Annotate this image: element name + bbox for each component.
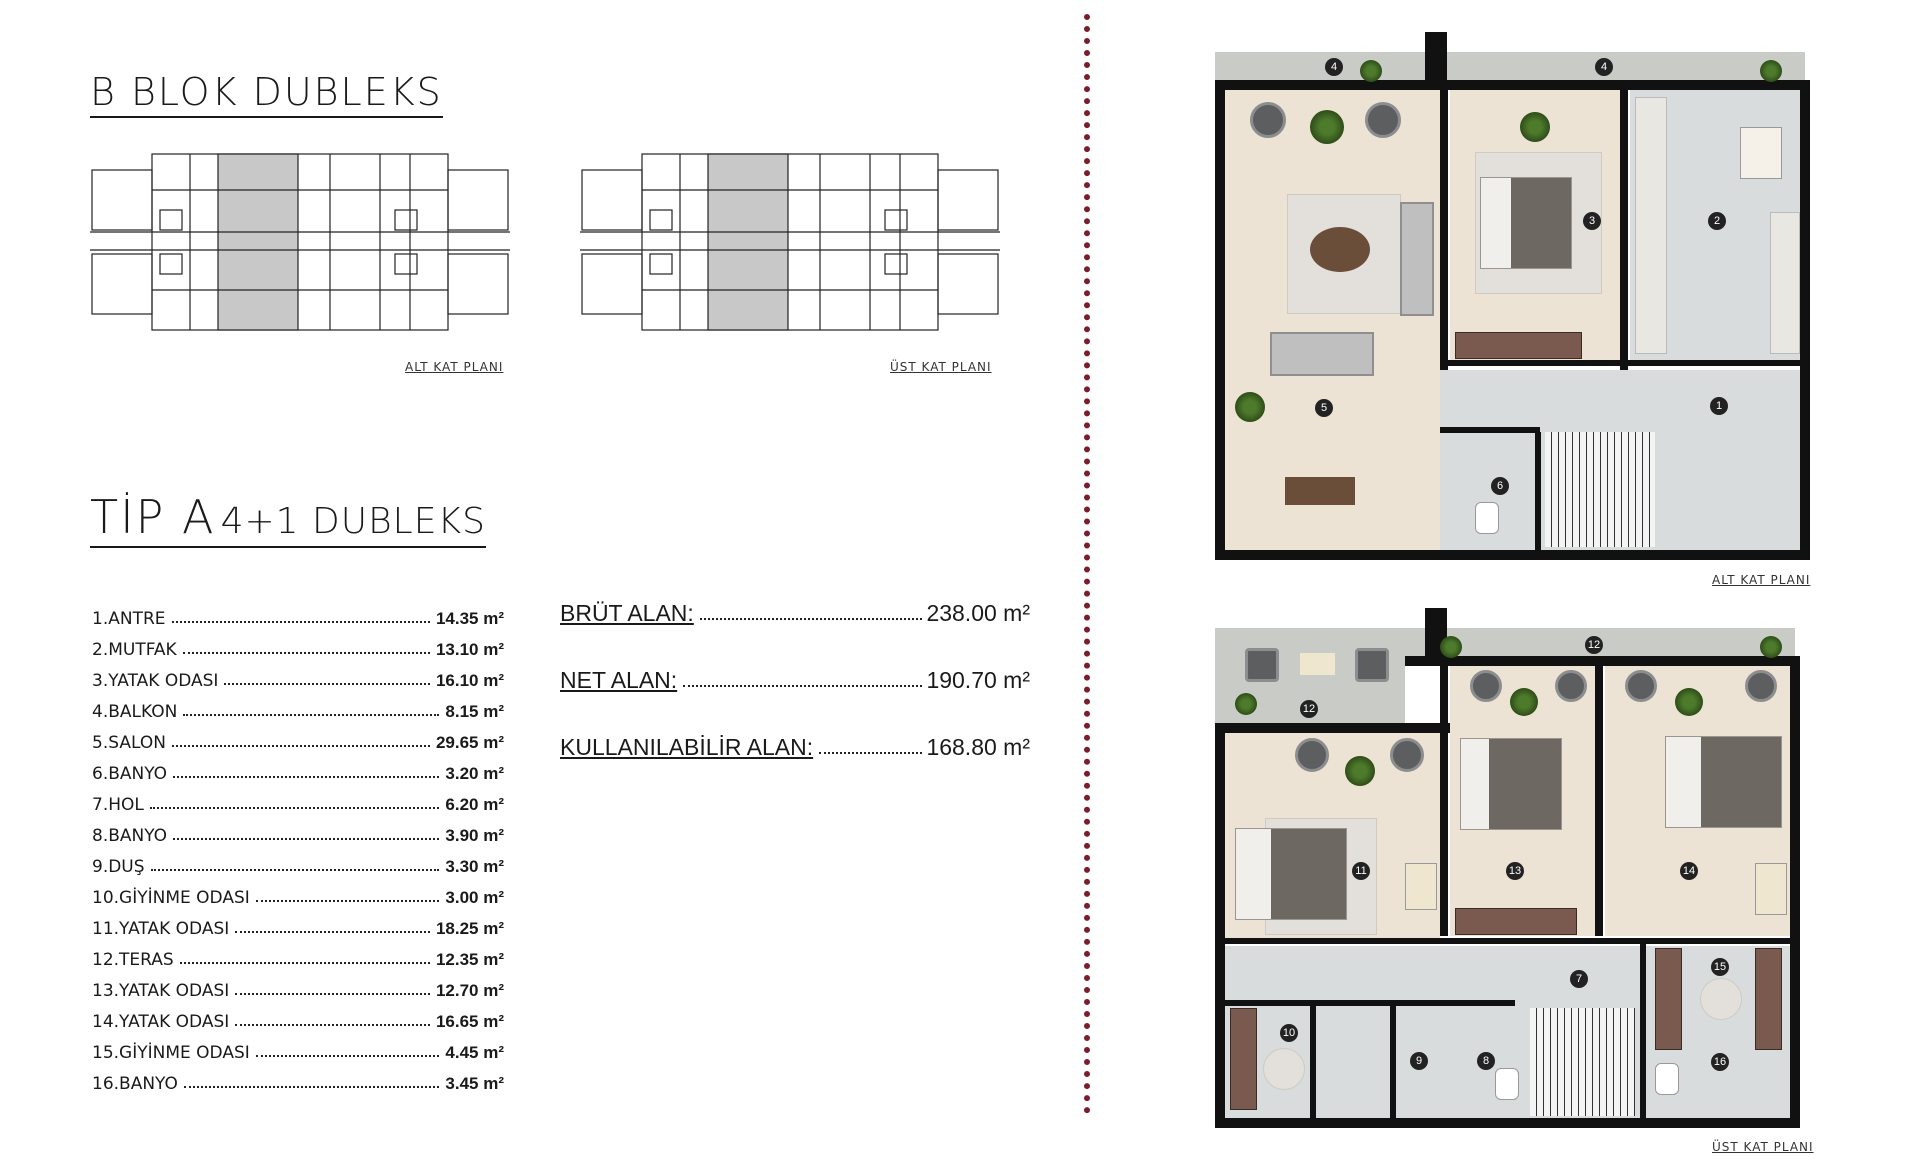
room-name: 13.YATAK ODASI	[92, 981, 230, 1001]
room-number-badge: 13	[1506, 862, 1524, 880]
toilet-icon	[1475, 502, 1499, 534]
list-item	[92, 598, 504, 629]
list-item	[92, 908, 504, 939]
armchair	[1470, 670, 1502, 702]
brut-label: BRÜT ALAN:	[560, 600, 694, 626]
wall	[1225, 938, 1790, 944]
room-name: 8.BANYO	[92, 826, 168, 846]
room-number-badge: 2	[1708, 212, 1726, 230]
leader-dots	[151, 869, 440, 871]
wall	[1800, 80, 1810, 560]
thumb-left-label: ALT KAT PLANI	[405, 360, 504, 374]
room-name: 12.TERAS	[92, 950, 174, 970]
type-title-sub: 4+1 DUBLEKS	[220, 501, 486, 542]
area-summary	[560, 600, 1030, 761]
room-area: 29.65 m²	[435, 733, 504, 752]
room-area: 4.45 m²	[445, 1043, 504, 1062]
wall	[1440, 90, 1448, 370]
room-number-badge: 12	[1300, 700, 1318, 718]
wall	[1215, 1000, 1515, 1006]
wall	[1620, 90, 1628, 370]
wardrobe	[1755, 948, 1782, 1050]
leader-dots	[235, 993, 430, 995]
room-number-badge: 12	[1585, 636, 1603, 654]
alt-kat-thumbnail	[90, 150, 510, 335]
room-name: 4.BALKON	[92, 702, 178, 722]
list-item	[92, 970, 504, 1001]
armchair	[1250, 102, 1286, 138]
leader-dots	[819, 752, 922, 754]
leader-dots	[184, 1086, 440, 1088]
room-number-badge: 3	[1583, 212, 1601, 230]
staircase	[1545, 432, 1655, 547]
room-name: 2.MUTFAK	[92, 640, 177, 660]
toilet-icon	[1655, 1063, 1679, 1095]
armchair	[1365, 102, 1401, 138]
room-area: 13.10 m²	[435, 640, 504, 659]
kitchen-counter	[1635, 97, 1667, 354]
room-list	[92, 598, 504, 1094]
room-name: 1.ANTRE	[92, 609, 166, 629]
leader-dots	[183, 714, 439, 716]
room-area: 16.10 m²	[435, 671, 504, 690]
list-item	[92, 877, 504, 908]
room-number-badge: 7	[1570, 970, 1588, 988]
room-name: 16.BANYO	[92, 1074, 178, 1094]
net-value: 190.70 m²	[926, 667, 1030, 693]
wardrobe	[1230, 1008, 1257, 1110]
wall	[1440, 427, 1540, 433]
plant	[1235, 693, 1257, 715]
wall	[1790, 656, 1800, 1128]
leader-dots	[180, 962, 430, 964]
lower-floor-plan	[1215, 32, 1815, 562]
wardrobe	[1455, 332, 1582, 359]
list-item	[92, 660, 504, 691]
bed	[1665, 736, 1782, 828]
room-number-badge: 14	[1680, 862, 1698, 880]
room-number-badge: 8	[1477, 1052, 1495, 1070]
list-item	[92, 784, 504, 815]
plant	[1760, 60, 1782, 82]
kitchen-counter	[1770, 212, 1800, 354]
upper-plan-label: ÜST KAT PLANI	[1712, 1140, 1814, 1154]
plant	[1440, 636, 1462, 658]
room-area: 18.25 m²	[435, 919, 504, 938]
coffee-table	[1310, 227, 1370, 272]
room-number-badge: 1	[1710, 397, 1728, 415]
list-item	[92, 815, 504, 846]
plant	[1235, 392, 1265, 422]
sofa	[1400, 202, 1434, 316]
wall	[1595, 656, 1603, 936]
room-name: 7.HOL	[92, 795, 144, 815]
leader-dots	[172, 745, 430, 747]
list-item	[92, 691, 504, 722]
room-number-badge: 6	[1491, 477, 1509, 495]
room-name: 15.GİYİNME ODASI	[92, 1043, 250, 1063]
list-item	[92, 1063, 504, 1094]
thumb-right-label: ÜST KAT PLANI	[890, 360, 992, 374]
leader-dots	[183, 652, 430, 654]
desk	[1755, 863, 1787, 915]
armchair	[1745, 670, 1777, 702]
room-number-badge: 15	[1711, 958, 1729, 976]
coffee-table	[1300, 653, 1335, 675]
plant	[1520, 112, 1550, 142]
room-area: 14.35 m²	[435, 609, 504, 628]
plant	[1345, 756, 1375, 786]
leader-dots	[173, 838, 439, 840]
section-divider	[1084, 14, 1090, 1114]
wall	[1215, 80, 1810, 90]
room-area: 6.20 m²	[445, 795, 504, 814]
wall	[1425, 32, 1447, 90]
room-name: 3.YATAK ODASI	[92, 671, 219, 691]
bed	[1480, 177, 1572, 269]
room-number-badge: 5	[1315, 399, 1333, 417]
usable-value: 168.80 m²	[926, 734, 1030, 760]
list-item	[92, 939, 504, 970]
wall	[1390, 1000, 1396, 1118]
wall	[1448, 360, 1800, 366]
room-name: 5.SALON	[92, 733, 166, 753]
plant	[1510, 688, 1538, 716]
room-area: 3.30 m²	[445, 857, 504, 876]
room-area: 16.65 m²	[435, 1012, 504, 1031]
lower-plan-label: ALT KAT PLANI	[1712, 573, 1811, 587]
room-name: 10.GİYİNME ODASI	[92, 888, 250, 908]
armchair	[1355, 648, 1389, 682]
armchair	[1295, 738, 1329, 772]
room-name: 11.YATAK ODASI	[92, 919, 230, 939]
brut-value: 238.00 m²	[926, 600, 1030, 626]
leader-dots	[700, 618, 923, 620]
room-area: 3.00 m²	[445, 888, 504, 907]
list-item	[92, 629, 504, 660]
block-title: B BLOK DUBLEKS	[90, 70, 443, 118]
list-item	[92, 722, 504, 753]
room-name: 6.BANYO	[92, 764, 168, 784]
net-label: NET ALAN:	[560, 667, 678, 693]
leader-dots	[683, 685, 922, 687]
net-area-row	[560, 667, 1030, 694]
plant	[1360, 60, 1382, 82]
list-item	[92, 1032, 504, 1063]
room-name: 9.DUŞ	[92, 857, 145, 877]
plant	[1675, 688, 1703, 716]
armchair	[1245, 648, 1279, 682]
armchair	[1390, 738, 1424, 772]
desk	[1405, 863, 1437, 910]
wall	[1640, 944, 1646, 1118]
leader-dots	[256, 1055, 440, 1057]
leader-dots	[150, 807, 440, 809]
bed	[1460, 738, 1562, 830]
room-number-badge: 4	[1595, 58, 1613, 76]
room-area: 8.15 m²	[445, 702, 504, 721]
wardrobe	[1655, 948, 1682, 1050]
staircase	[1530, 1008, 1635, 1116]
wall	[1310, 1000, 1316, 1118]
round-rug	[1700, 978, 1742, 1020]
room-area: 12.70 m²	[435, 981, 504, 1000]
wall	[1440, 656, 1448, 936]
plant	[1310, 110, 1344, 144]
sofa	[1270, 332, 1374, 376]
wall	[1215, 723, 1225, 1128]
armchair	[1625, 670, 1657, 702]
room-area: 3.45 m²	[445, 1074, 504, 1093]
leader-dots	[256, 900, 440, 902]
leader-dots	[235, 931, 430, 933]
room-number-badge: 11	[1352, 862, 1370, 880]
wardrobe	[1455, 908, 1577, 935]
list-item	[92, 846, 504, 877]
room-number-badge: 16	[1711, 1053, 1729, 1071]
toilet-icon	[1495, 1068, 1519, 1100]
room-name: 14.YATAK ODASI	[92, 1012, 230, 1032]
wall	[1535, 432, 1541, 550]
room-number-badge: 4	[1325, 58, 1343, 76]
list-item	[92, 753, 504, 784]
room-number-badge: 9	[1410, 1052, 1428, 1070]
kitchen-table	[1740, 127, 1782, 179]
wall	[1215, 1118, 1800, 1128]
type-title-main: TİP A	[90, 490, 216, 544]
wall	[1215, 550, 1810, 560]
leader-dots	[235, 1024, 430, 1026]
usable-label: KULLANILABİLİR ALAN:	[560, 734, 814, 760]
round-rug	[1263, 1048, 1305, 1090]
balcony-floor	[1215, 52, 1805, 80]
leader-dots	[173, 776, 439, 778]
list-item	[92, 1001, 504, 1032]
leader-dots	[224, 683, 430, 685]
room-area: 3.90 m²	[445, 826, 504, 845]
armchair	[1555, 670, 1587, 702]
usable-area-row	[560, 734, 1030, 761]
room-number-badge: 10	[1280, 1024, 1298, 1042]
upper-floor-plan	[1215, 608, 1815, 1138]
room-area: 3.20 m²	[445, 764, 504, 783]
room-area: 12.35 m²	[435, 950, 504, 969]
wall	[1215, 723, 1450, 733]
ust-kat-thumbnail	[580, 150, 1000, 335]
type-title	[90, 490, 486, 548]
bed	[1235, 828, 1347, 920]
leader-dots	[172, 621, 430, 623]
plant	[1760, 636, 1782, 658]
wall	[1215, 80, 1225, 560]
dining-table	[1285, 477, 1355, 505]
brut-area-row	[560, 600, 1030, 627]
